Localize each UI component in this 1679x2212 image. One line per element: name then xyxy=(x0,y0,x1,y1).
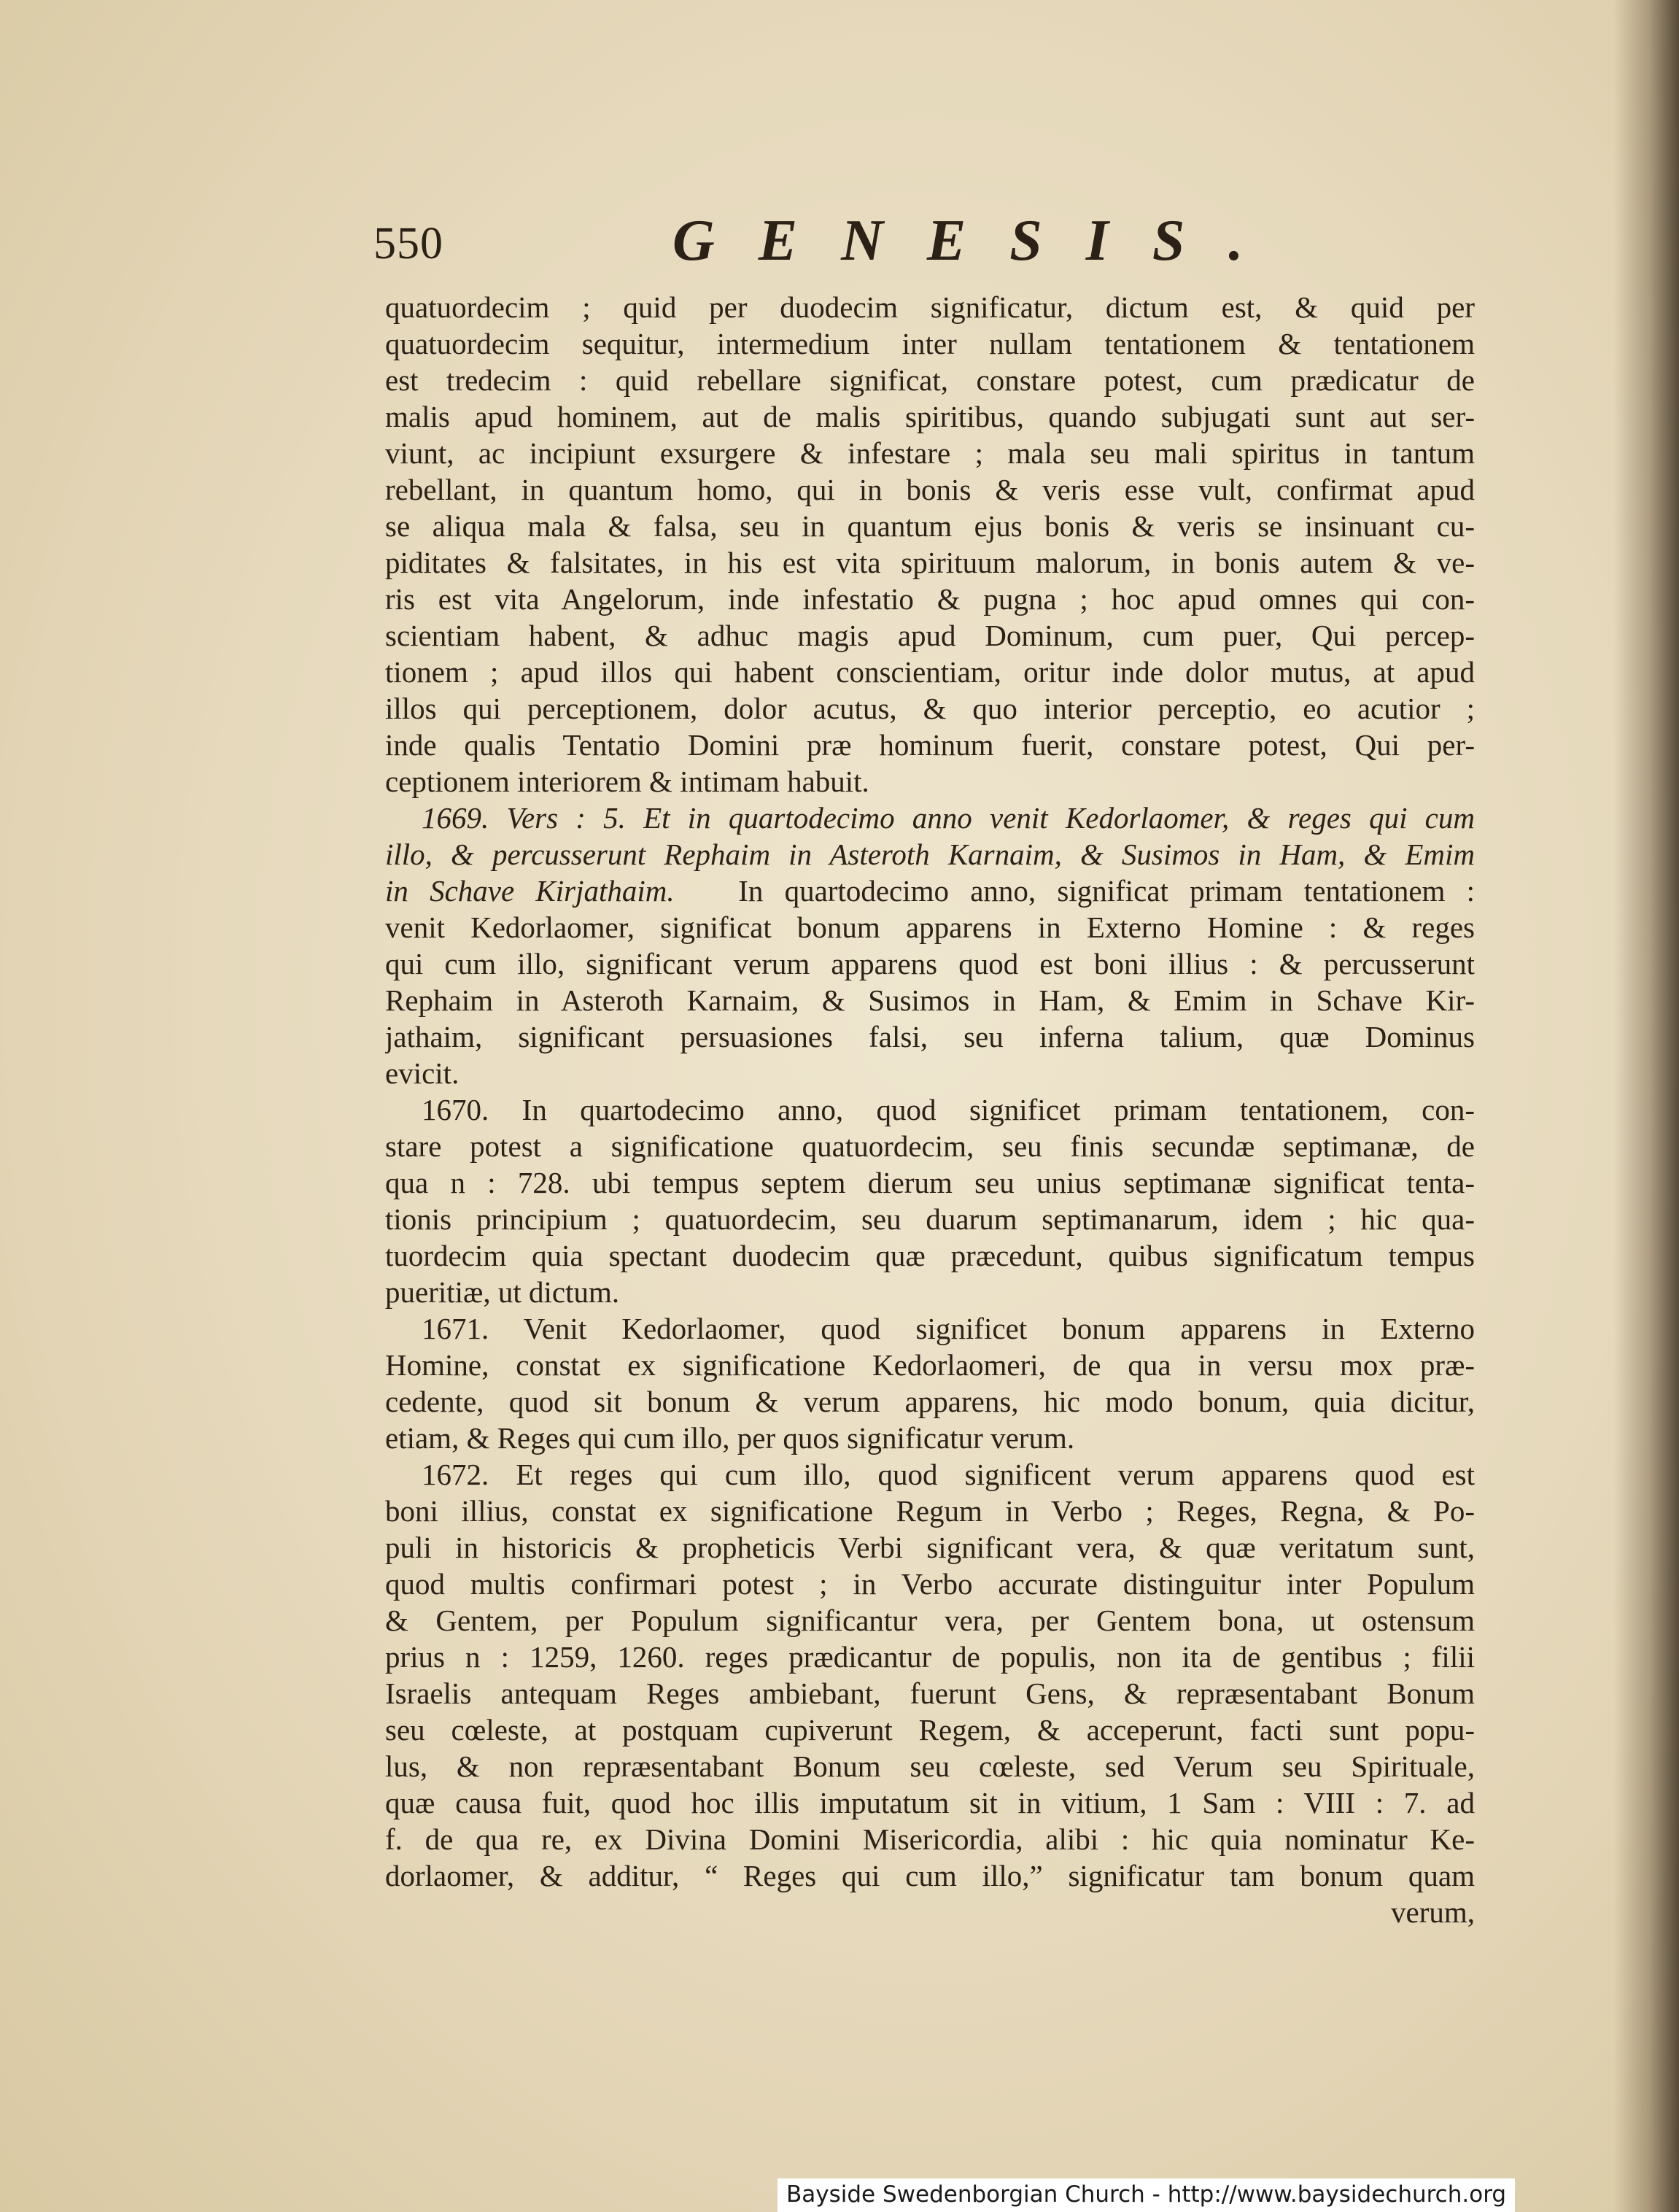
source-watermark: Bayside Swedenborgian Church - http://www.baysidechurch.org xyxy=(778,2178,1515,2212)
text-line: seu cœleste, at postquam cupiverunt Regem, & acceperunt, facti sunt popu- xyxy=(385,1713,1475,1747)
text-line: illos qui perceptionem, dolor acutus, & quo interior perceptio, eo acutior ; xyxy=(385,692,1475,725)
text-line: tuordecim quia spectant duodecim quæ præcedunt, quibus significatum tempus xyxy=(385,1239,1475,1272)
text-line: quatuordecim sequitur, intermedium inter nullam tentationem & tentationem xyxy=(385,327,1475,360)
text-line: viunt, ac incipiunt exsurgere & infestare ; mala seu mali spiritus in tantum xyxy=(385,436,1475,470)
text-line: f. de qua re, ex Divina Domini Misericordia, alibi : hic quia nominatur Ke- xyxy=(385,1822,1475,1856)
text-line: Homine, constat ex significatione Kedorlaomeri, de qua in versu mox præ- xyxy=(385,1348,1475,1382)
text-line: lus, & non repræsentabant Bonum seu cœleste, sed Verum seu Spirituale, xyxy=(385,1749,1475,1783)
text-line: Israelis antequam Reges ambiebant, fuerunt Gens, & repræsentabant Bonum xyxy=(385,1677,1475,1710)
text-line: cedente, quod sit bonum & verum apparens, hic modo bonum, quia dicitur, xyxy=(385,1385,1475,1418)
text-line: ceptionem interiorem & intimam habuit. xyxy=(385,765,869,798)
text-line: tionem ; apud illos qui habent conscientiam, oritur inde dolor mutus, at apud xyxy=(385,655,1475,689)
text-line: venit Kedorlaomer, significat bonum apparens in Externo Homine : & reges xyxy=(385,910,1475,944)
text-line xyxy=(385,873,1475,909)
text-line: tionis principium ; quatuordecim, seu duarum septimanarum, idem ; hic qua- xyxy=(385,1202,1475,1236)
text-line: qua n : 728. ubi tempus septem dierum seu unius septimanæ significat tenta- xyxy=(385,1166,1475,1199)
text-line: 1671. Venit Kedorlaomer, quod significet bonum apparens in Externo xyxy=(422,1312,1475,1345)
page-header xyxy=(373,208,1482,288)
text-line: quod multis confirmari potest ; in Verbo accurate distinguitur inter Populum xyxy=(385,1567,1475,1601)
text-line: Rephaim in Asteroth Karnaim, & Susimos in Ham, & Emim in Schave Kir- xyxy=(385,983,1475,1017)
book-spine-shadow xyxy=(1613,0,1679,2212)
text-line: 1670. In quartodecimo anno, quod significet primam tentationem, con- xyxy=(422,1093,1475,1126)
text-line: pueritiæ, ut dictum. xyxy=(385,1275,620,1309)
text-line: inde qualis Tentatio Domini præ hominum fuerit, constare potest, Qui per- xyxy=(385,728,1475,762)
text-line: est tredecim : quid rebellare significat, constare potest, cum prædicatur de xyxy=(385,363,1475,397)
verse-summary-start: In quartodecimo anno, significat primam tentationem : xyxy=(738,874,1475,908)
page-number: 550 xyxy=(373,219,443,268)
text-line: dorlaomer, & additur, “ Reges qui cum illo,” significatur tam bonum quam xyxy=(385,1859,1475,1892)
text-line: 1672. Et reges qui cum illo, quod significent verum apparens quod est xyxy=(422,1458,1475,1491)
text-line: piditates & falsitates, in his est vita spirituum malorum, in bonis autem & ve- xyxy=(385,546,1475,579)
text-line: puli in historicis & propheticis Verbi significant vera, & quæ veritatum sunt, xyxy=(385,1531,1475,1564)
text-line-verse-heading: 1669. Vers : 5. Et in quartodecimo anno venit Kedorlaomer, & reges qui cum xyxy=(422,801,1475,835)
catchword: verum, xyxy=(1391,1895,1475,1929)
text-line: prius n : 1259, 1260. reges prædicantur de populis, non ita de gentibus ; filii xyxy=(385,1640,1475,1674)
verse-heading-end: in Schave Kirjathaim. xyxy=(385,874,675,908)
text-line: ris est vita Angelorum, inde infestatio & pugna ; hoc apud omnes qui con- xyxy=(385,582,1475,616)
text-line-verse-heading: illo, & percusserunt Rephaim in Asteroth Karnaim, & Susimos in Ham, & Emim xyxy=(385,838,1475,871)
text-line: etiam, & Reges qui cum illo, per quos significatur verum. xyxy=(385,1421,1075,1455)
running-title: GENESIS. xyxy=(672,209,1287,273)
body-text xyxy=(385,289,1475,1930)
text-line: malis apud hominem, aut de malis spiritibus, quando subjugati sunt aut ser- xyxy=(385,400,1475,433)
text-line: rebellant, in quantum homo, qui in bonis & veris esse vult, confirmat apud xyxy=(385,473,1475,506)
text-line: qui cum illo, significant verum apparens quod est boni illius : & percusserunt xyxy=(385,947,1475,981)
text-line: & Gentem, per Populum significantur vera, per Gentem bona, ut ostensum xyxy=(385,1604,1475,1637)
text-line: boni illius, constat ex significatione Regum in Verbo ; Reges, Regna, & Po- xyxy=(385,1494,1475,1528)
text-line: se aliqua mala & falsa, seu in quantum ejus bonis & veris se insinuant cu- xyxy=(385,509,1475,543)
text-line: stare potest a significatione quatuordecim, seu finis secundæ septimanæ, de xyxy=(385,1129,1475,1163)
text-line: jathaim, significant persuasiones falsi, seu inferna talium, quæ Dominus xyxy=(385,1020,1475,1053)
text-line: evicit. xyxy=(385,1056,460,1090)
text-line: quatuordecim ; quid per duodecim significatur, dictum est, & quid per xyxy=(385,290,1475,324)
text-line: scientiam habent, & adhuc magis apud Dominum, cum puer, Qui percep- xyxy=(385,619,1475,652)
text-line: quæ causa fuit, quod hoc illis imputatum sit in vitium, 1 Sam : VIII : 7. ad xyxy=(385,1786,1475,1820)
